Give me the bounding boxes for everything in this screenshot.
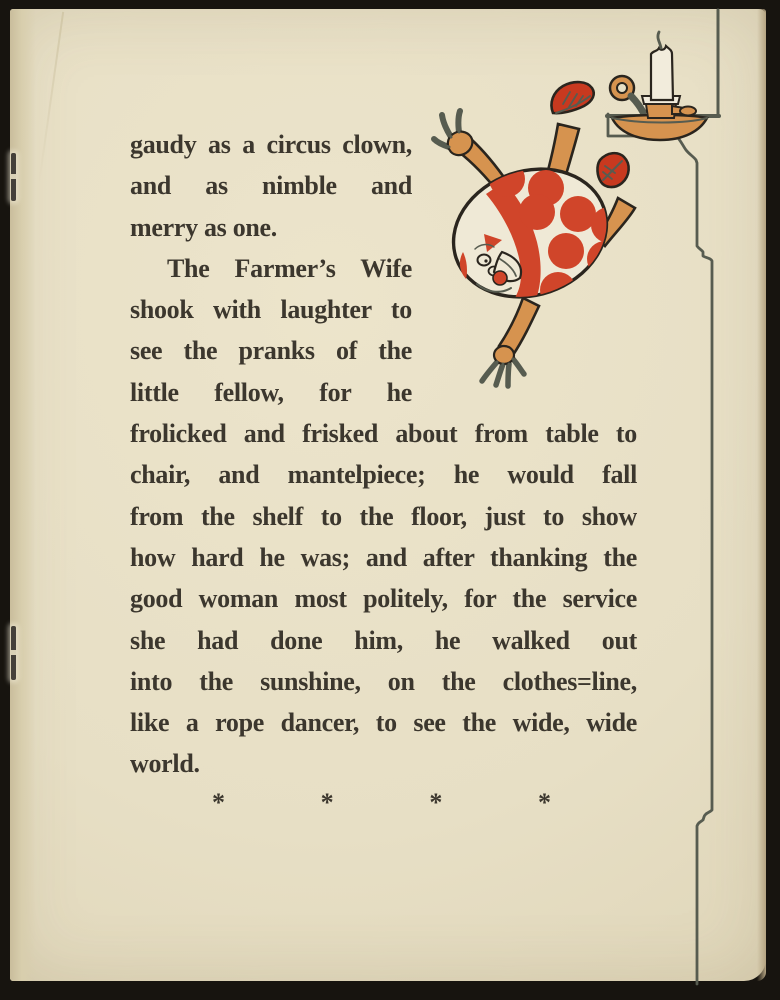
text-line: frolicked and frisked about from table to: [130, 419, 637, 449]
page-crease: [38, 12, 64, 186]
binding-staple-top: [11, 153, 16, 201]
text-line: merry as one.: [130, 212, 277, 242]
asterisk: *: [212, 788, 225, 817]
text-line: she had done him, he walked out: [130, 625, 637, 655]
text-line: how hard he was; and after thanking the: [130, 542, 637, 572]
text-line: see the pranks of the: [130, 336, 412, 366]
asterisk: *: [537, 788, 551, 817]
story-text-block: [130, 124, 637, 785]
text-line: gaudy as a circus clown,: [130, 130, 412, 159]
text-line: and as nimble and: [130, 171, 412, 201]
asterisk: *: [320, 788, 334, 817]
text-line: The Farmer’s Wife: [167, 253, 412, 283]
page-edge-shadow: [757, 9, 766, 981]
asterisk: *: [429, 788, 443, 817]
text-line: into the sunshine, on the clothes=line,: [130, 666, 637, 696]
text-line: shook with laughter to: [130, 295, 412, 325]
section-separator: [130, 788, 637, 818]
binding-staple-bottom: [11, 626, 16, 680]
text-line: world.: [130, 749, 200, 779]
text-line: good woman most politely, for the service: [130, 584, 637, 614]
book-page: [10, 9, 766, 981]
text-line: like a rope dancer, to see the wide, wide: [130, 708, 637, 738]
text-line: little fellow, for he: [130, 377, 412, 407]
text-line: from the shelf to the floor, just to show: [130, 501, 637, 531]
text-line: chair, and mantelpiece; he would fall: [130, 460, 637, 490]
